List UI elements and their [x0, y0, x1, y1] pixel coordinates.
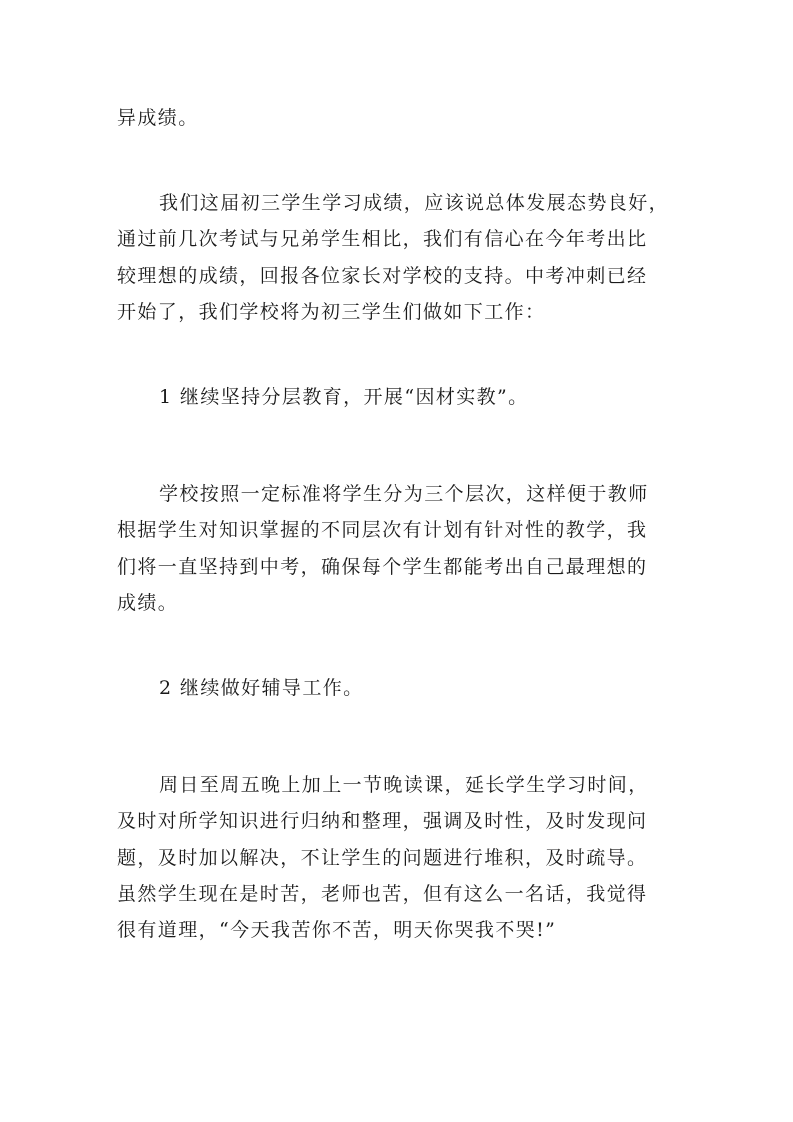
text-line-4: 较理想的成绩，回报各位家长对学校的支持。中考冲刺已经 — [117, 265, 648, 287]
text-line-9: 们将一直坚持到中考，确保每个学生都能考出自己最理想的 — [117, 556, 648, 578]
text-line-1: 异成绩。 — [117, 107, 199, 129]
text-line-10: 成绩。 — [117, 592, 179, 614]
text-line-3: 通过前几次考试与兄弟学生相比，我们有信心在今年考出比 — [117, 228, 648, 250]
text-line-15: 虽然学生现在是时苦，老师也苦，但有这么一名话，我觉得 — [117, 883, 648, 905]
text-line-12: 周日至周五晚上加上一节晚读课，延长学生学习时间， — [159, 774, 649, 796]
text-line-5: 开始了，我们学校将为初三学生们做如下工作： — [117, 301, 546, 323]
section-heading-1: 1 继续坚持分层教育，开展“因材实教”。 — [159, 386, 529, 408]
text-line-7: 学校按照一定标准将学生分为三个层次，这样便于教师 — [159, 483, 649, 505]
section-heading-2: 2 继续做好辅导工作。 — [159, 677, 364, 699]
text-line-8: 根据学生对知识掌握的不同层次有计划有针对性的教学，我 — [117, 519, 648, 541]
text-line-2: 我们这届初三学生学习成绩，应该说总体发展态势良好， — [159, 192, 670, 214]
text-line-14: 题，及时加以解决，不让学生的问题进行堆积，及时疏导。 — [117, 847, 648, 869]
text-line-13: 及时对所学知识进行归纳和整理，强调及时性，及时发现问 — [117, 810, 648, 832]
text-line-16: 很有道理，“今天我苦你不苦，明天你哭我不哭!” — [117, 919, 557, 941]
